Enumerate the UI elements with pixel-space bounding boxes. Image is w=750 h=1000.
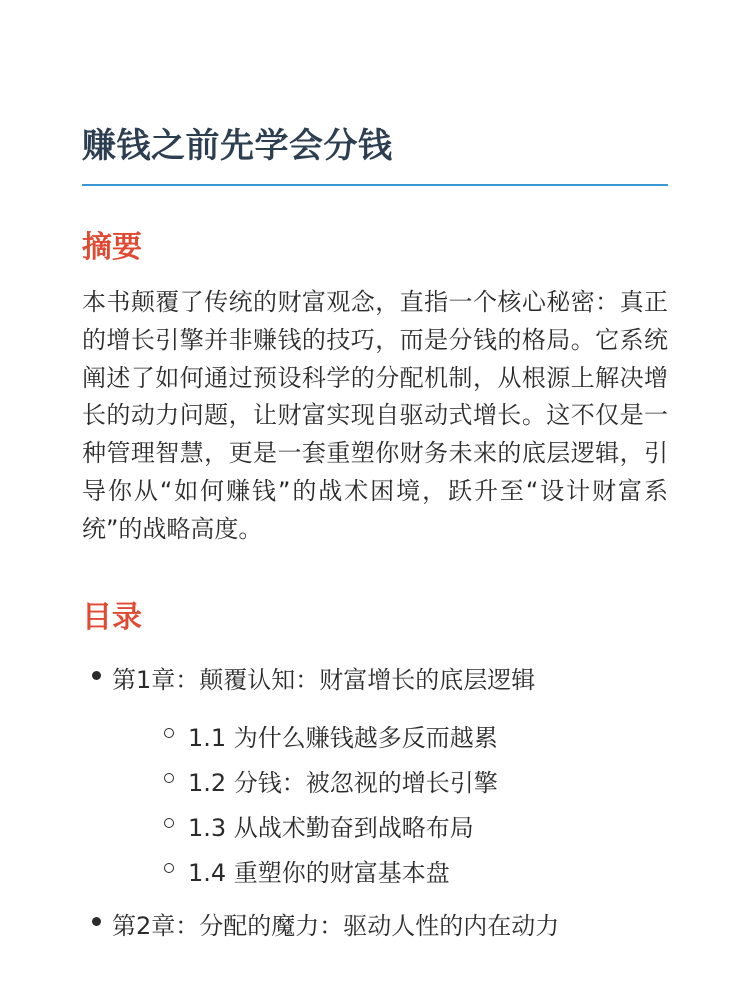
toc-section-label: 1.1 为什么赚钱越多反而越累 [188,724,498,752]
title-divider [82,184,668,186]
toc-section-label: 1.4 重塑你的财富基本盘 [188,859,450,887]
toc-section-1-1[interactable] [188,718,498,753]
bullet-icon [92,917,101,926]
bullet-icon [92,671,101,680]
toc-chapter-2[interactable] [112,906,559,941]
toc-section-label: 1.3 从战术勤奋到战略布局 [188,814,474,842]
circle-bullet-icon [164,728,174,738]
summary-paragraph: 本书颠覆了传统的财富观念，直指一个核心秘密：真正的增长引擎并非赚钱的技巧，而是分钱的格局。它系统阐述了如何通过预设科学的分配机制，从根源上解决增长的动力问题，让财富实现自驱动式增长。这不仅是一种管理智慧，更是一套重塑你财务未来的底层逻辑，引导你从“如何赚钱”的战术困境，跃升至“设计财富系统”的战略高度。 [82,288,668,543]
toc-chapter-label: 第2章：分配的魔力：驱动人性的内在动力 [112,912,560,940]
summary-heading: 摘要 [82,230,142,265]
page-title: 赚钱之前先学会分钱 [82,126,393,166]
toc-section-1-3[interactable] [188,808,474,843]
toc-section-1-4[interactable] [188,853,450,888]
circle-bullet-icon [164,818,174,828]
toc-section-1-2[interactable] [188,763,498,798]
toc-section-label: 1.2 分钱：被忽视的增长引擎 [188,769,498,797]
toc-chapter-1[interactable] [112,660,535,695]
toc-chapter-label: 第1章：颠覆认知：财富增长的底层逻辑 [112,666,536,694]
toc-heading: 目录 [82,600,142,635]
circle-bullet-icon [164,863,174,873]
circle-bullet-icon [164,773,174,783]
